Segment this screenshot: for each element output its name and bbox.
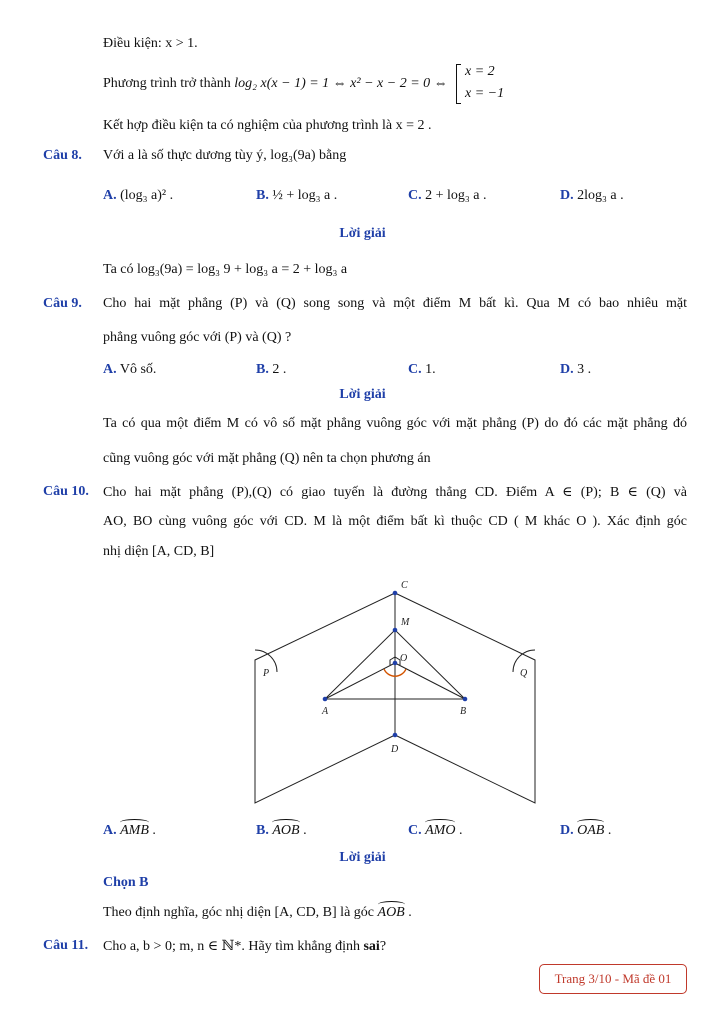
q9-option-c[interactable] <box>408 362 436 378</box>
q10-option-a[interactable] <box>103 823 156 839</box>
q10-option-b-text: AOB <box>272 823 300 838</box>
q10-option-c[interactable] <box>408 823 462 839</box>
q8-option-b-text: ½ + log₃ a . <box>272 188 338 203</box>
question-9-text-2: phẳng vuông góc với (P) và (Q) ? <box>103 330 292 345</box>
equation-line <box>103 76 448 92</box>
q8-solution: Ta có log₃(9a) = log₃ 9 + log₃ a = 2 + log₃ a <box>103 262 348 277</box>
q11-text-prefix: Cho a, b > 0; m, n ∈ ℕ*. Hãy tìm khẳng định <box>103 939 360 954</box>
q10-option-d-label: D. <box>560 823 574 838</box>
q10-solution-heading: Lời giải <box>339 850 386 865</box>
label-c: C <box>401 580 408 591</box>
q8-option-c-label: C. <box>408 188 422 203</box>
q9-option-b[interactable] <box>256 362 286 378</box>
q8-option-d[interactable] <box>560 188 624 204</box>
q10-option-c-text: AMO <box>425 823 456 838</box>
question-11-label: Câu 11. <box>43 938 89 953</box>
q10-answer-choice: Chọn B <box>103 875 149 890</box>
segment-ao <box>325 663 395 699</box>
q10-option-b-suffix: . <box>299 823 307 838</box>
point-d <box>393 733 398 738</box>
question-10-text-3: nhị diện [A, CD, B] <box>103 544 215 559</box>
equation-math: log₂ x(x − 1) = 1 ⇔ x² − x − 2 = 0 ⇔ <box>234 76 448 91</box>
q10-option-a-suffix: . <box>148 823 156 838</box>
q10-solution <box>103 905 412 921</box>
question-8-label: Câu 8. <box>43 148 82 163</box>
question-9-text-1: Cho hai mặt phẳng (P) và (Q) song song và một điểm M bất kì. Qua M có bao nhiêu mặt <box>103 296 687 311</box>
q9-option-c-text: 1. <box>425 362 436 377</box>
conclusion-line: Kết hợp điều kiện ta có nghiệm của phương trình là x = 2 . <box>103 118 432 133</box>
q9-option-c-label: C. <box>408 362 422 377</box>
dihedral-figure <box>240 575 550 810</box>
label-o: O <box>400 653 408 664</box>
equation-prefix: Phương trình trở thành <box>103 76 231 91</box>
segment-bo <box>395 663 465 699</box>
point-b <box>463 697 468 702</box>
q10-option-d-text: OAB <box>577 823 605 838</box>
q8-option-d-text: 2log₃ a . <box>577 188 624 203</box>
q8-option-a[interactable] <box>103 188 173 204</box>
q8-solution-heading: Lời giải <box>339 226 386 241</box>
q11-text-bold: sai <box>363 939 380 954</box>
label-b: B <box>460 706 467 717</box>
q9-solution-heading: Lời giải <box>339 387 386 402</box>
segment-am <box>325 630 395 699</box>
solution-system <box>456 62 516 104</box>
q10-option-c-suffix: . <box>455 823 463 838</box>
q11-text-suffix: ? <box>379 939 387 954</box>
q10-option-a-label: A. <box>103 823 117 838</box>
q8-option-d-label: D. <box>560 188 574 203</box>
point-o <box>393 661 398 666</box>
q10-solution-prefix: Theo định nghĩa, góc nhị diện [A, CD, B] là góc <box>103 905 375 920</box>
q10-option-b-label: B. <box>256 823 269 838</box>
q9-option-a-label: A. <box>103 362 117 377</box>
label-q: Q <box>520 668 528 679</box>
question-11-text <box>103 938 386 955</box>
point-a <box>323 697 328 702</box>
system-row-1: x = 2 <box>465 64 495 79</box>
q9-option-d[interactable] <box>560 362 591 378</box>
q10-option-a-text: AMB <box>120 823 149 838</box>
system-bracket <box>456 64 461 104</box>
system-row-2: x = −1 <box>465 86 505 101</box>
q9-solution-1: Ta có qua một điểm M có vô số mặt phẳng vuông góc với mặt phẳng (P) do đó các mặt phẳng đó <box>103 416 687 431</box>
condition-line: Điều kiện: x > 1. <box>103 36 198 51</box>
q10-solution-angle: AOB <box>377 905 405 920</box>
question-10-text-1: Cho hai mặt phẳng (P),(Q) có giao tuyến là đường thẳng CD. Điểm A ∈ (P); B ∈ (Q) và <box>103 485 687 500</box>
q9-option-b-label: B. <box>256 362 269 377</box>
q10-option-c-label: C. <box>408 823 422 838</box>
label-a: A <box>322 706 329 717</box>
q10-option-b[interactable] <box>256 823 307 839</box>
point-m <box>393 628 398 633</box>
q9-option-d-label: D. <box>560 362 574 377</box>
q10-solution-suffix: . <box>404 905 412 920</box>
q8-option-a-label: A. <box>103 188 117 203</box>
q9-option-b-text: 2 . <box>272 362 287 377</box>
segment-bm <box>395 630 465 699</box>
point-c <box>393 591 398 596</box>
q8-option-c[interactable] <box>408 188 487 204</box>
label-m: M <box>401 617 410 628</box>
page-footer-badge: Trang 3/10 - Mã đề 01 <box>539 964 687 994</box>
q8-option-b[interactable] <box>256 188 337 204</box>
q9-option-d-text: 3 . <box>577 362 592 377</box>
q8-option-c-text: 2 + log₃ a . <box>425 188 487 203</box>
q9-option-a-text: Vô số. <box>119 362 157 377</box>
question-9-label: Câu 9. <box>43 296 82 311</box>
q9-option-a[interactable] <box>103 362 156 378</box>
question-8-text: Với a là số thực dương tùy ý, log₃(9a) bằng <box>103 148 347 163</box>
q8-option-a-text: (log₃ a)² . <box>120 188 174 203</box>
question-10-text-2: AO, BO cùng vuông góc với CD. M là một điểm bất kì thuộc CD ( M khác O ). Xác định góc <box>103 514 687 529</box>
label-p: P <box>263 668 270 679</box>
q10-option-d[interactable] <box>560 823 611 839</box>
q8-option-b-label: B. <box>256 188 269 203</box>
q10-option-d-suffix: . <box>604 823 612 838</box>
question-10-label: Câu 10. <box>43 484 89 499</box>
label-d: D <box>391 744 399 755</box>
q9-solution-2: cũng vuông góc với mặt phẳng (Q) nên ta chọn phương án <box>103 451 431 466</box>
